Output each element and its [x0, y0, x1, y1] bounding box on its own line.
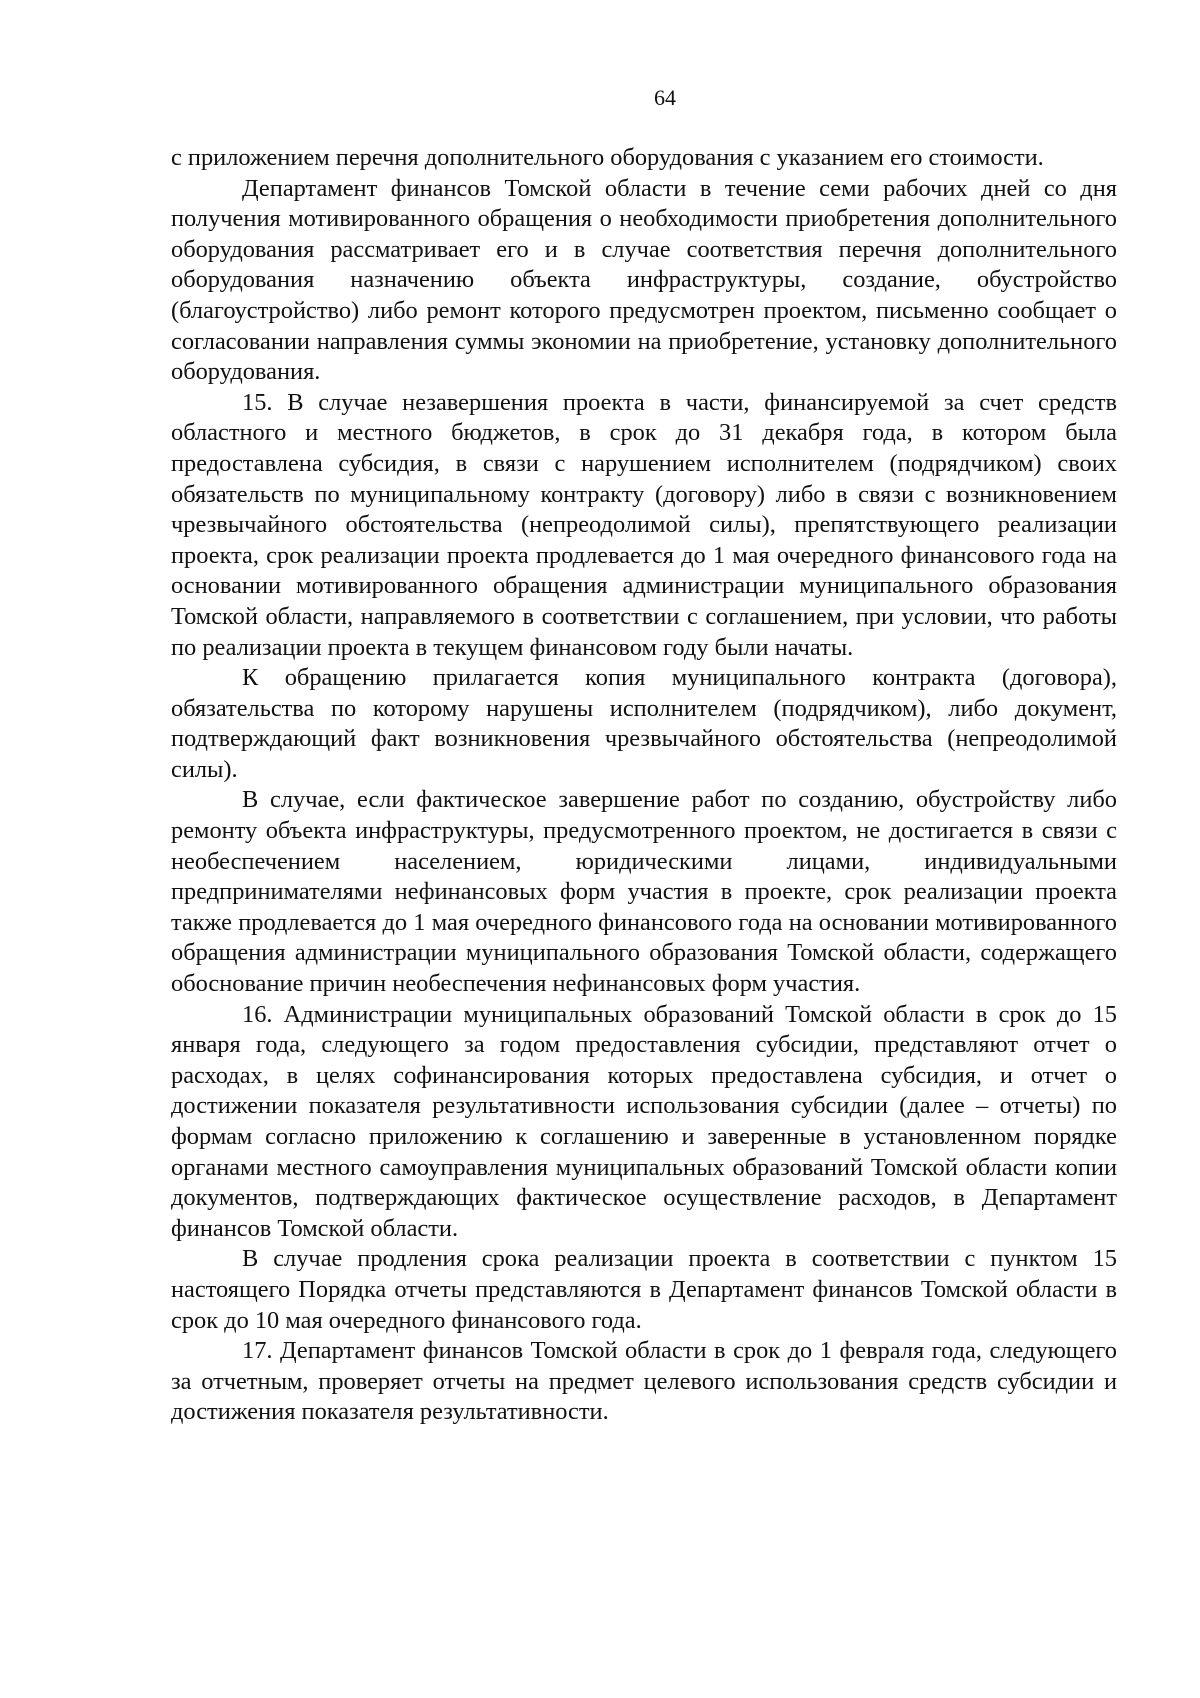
paragraph-item-16: 16. Администрации муниципальных образований Томской области в срок до 15 января года, следующего за годом предоставления субсидии, представляют отчет о расходах, в целях софинансирования которых предоставлена субсидия, и отчет о достижении показателя результативности использования субсидии (далее – отчеты) по формам согласно приложению к соглашению и заверенные в установленном порядке органами местного самоуправления муниципальных образований Томской области копии документов, подтверждающих фактическое осуществление расходов, в Департамент финансов Томской области. [171, 1000, 1117, 1242]
paragraph: В случае продления срока реализации проекта в соответствии с пунктом 15 настоящего Порядка отчеты представляются в Департамент финансов Томской области в срок до 10 мая очередного финансового года. [171, 1245, 1117, 1334]
paragraph: Департамент финансов Томской области в течение семи рабочих дней со дня получения мотивированного обращения о необходимости приобретения дополнительного оборудования рассматривает его и в случае соответствия перечня дополнительного оборудования назначению объекта инфраструктуры, создание, обустройство (благоустройство) либо ремонт которого предусмотрен проектом, письменно сообщает о согласовании направления суммы экономии на приобретение, установку дополнительного оборудования. [171, 174, 1117, 386]
paragraph-continuation: с приложением перечня дополнительного оборудования с указанием его стоимости. [171, 144, 1044, 171]
paragraph-item-15: 15. В случае незавершения проекта в части, финансируемой за счет средств областного и местного бюджетов, в срок до 31 декабря года, в котором была предоставлена субсидия, в связи с нарушением исполнителем (подрядчиком) своих обязательств по муниципальному контракту (договору) либо в связи с возникновением чрезвычайного обстоятельства (непреодолимой силы), препятствующего реализации проекта, срок реализации проекта продлевается до 1 мая очередного финансового года на основании мотивированного обращения администрации муниципального образования Томской области, направляемого в соответствии с соглашением, при условии, что работы по реализации проекта в текущем финансовом году были начаты. [171, 388, 1117, 661]
page-number: 64 [654, 85, 676, 110]
paragraph: К обращению прилагается копия муниципального контракта (договора), обязательства по которому нарушены исполнителем (подрядчиком), либо документ, подтверждающий факт возникновения чрезвычайного обстоятельства (непреодолимой силы). [171, 664, 1117, 783]
paragraph-item-17: 17. Департамент финансов Томской области в срок до 1 февраля года, следующего за отчетным, проверяет отчеты на предмет целевого использования средств субсидии и достижения показателя результативности. [171, 1337, 1117, 1426]
paragraph: В случае, если фактическое завершение работ по созданию, обустройству либо ремонту объекта инфраструктуры, предусмотренного проектом, не достигается в связи с необеспечением населением, юридическими лицами, индивидуальными предпринимателями нефинансовых форм участия в проекте, срок реализации проекта также продлевается до 1 мая очередного финансового года на основании мотивированного обращения администрации муниципального образования Томской области, содержащего обоснование причин необеспечения нефинансовых форм участия. [171, 786, 1117, 998]
document-body [171, 143, 1117, 1428]
